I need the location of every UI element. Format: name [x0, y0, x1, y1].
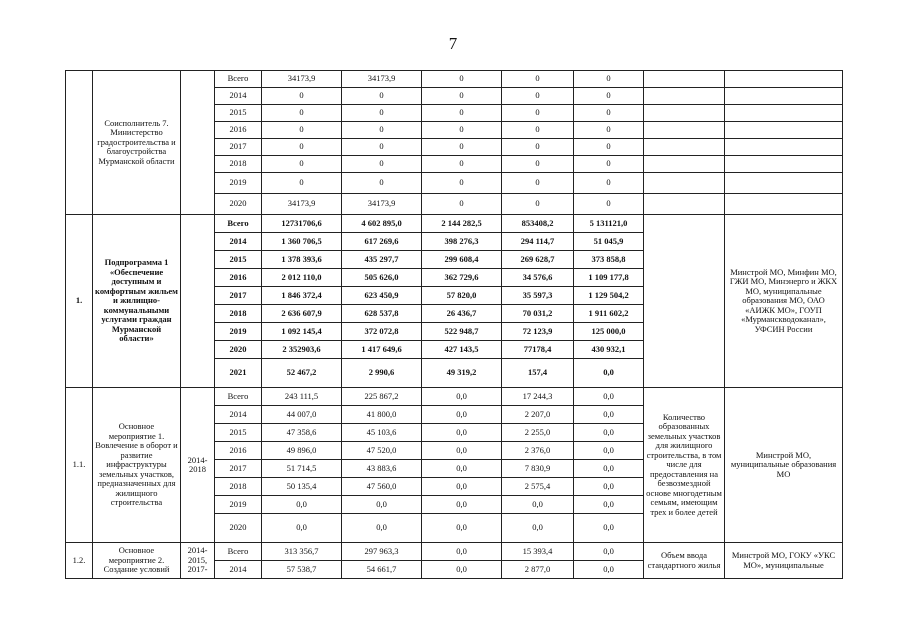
- value-cell: 47 358,6: [262, 424, 342, 442]
- indicator-cell: Количество образованных земельных участков для жилищного строительства, в том числе для предоставления на безвозмездной основе многодетным семьям, имеющим трех и более детей: [644, 388, 725, 543]
- year-cell: Всего: [215, 71, 262, 88]
- year-cell: 2014: [215, 406, 262, 424]
- value-cell: 2 144 282,5: [422, 215, 502, 233]
- value-cell: 0: [422, 156, 502, 173]
- value-cell: 1 360 706,5: [262, 233, 342, 251]
- value-cell: 15 393,4: [502, 543, 574, 561]
- year-cell: 2016: [215, 269, 262, 287]
- value-cell: 0: [502, 105, 574, 122]
- year-cell: 2020: [215, 341, 262, 359]
- table-row: [66, 215, 843, 233]
- value-cell: 0: [502, 139, 574, 156]
- value-cell: 0: [574, 122, 644, 139]
- table-row: [66, 388, 843, 406]
- value-cell: 372 072,8: [342, 323, 422, 341]
- value-cell: 294 114,7: [502, 233, 574, 251]
- value-cell: 0: [262, 105, 342, 122]
- value-cell: 269 628,7: [502, 251, 574, 269]
- page-number: 7: [448, 34, 458, 53]
- value-cell: 0,0: [502, 514, 574, 543]
- value-cell: 522 948,7: [422, 323, 502, 341]
- value-cell: 34173,9: [342, 194, 422, 215]
- measure-name: Основное мероприятие 2. Создание условий: [93, 543, 181, 579]
- value-cell: 0: [422, 139, 502, 156]
- value-cell: 0: [422, 71, 502, 88]
- value-cell: 0: [574, 194, 644, 215]
- year-cell: 2014: [215, 233, 262, 251]
- row-number: 1.1.: [66, 388, 93, 543]
- table-row: [66, 71, 843, 88]
- indicator-cell: [644, 215, 725, 388]
- value-cell: 1 846 372,4: [262, 287, 342, 305]
- value-cell: 2 255,0: [502, 424, 574, 442]
- year-cell: 2018: [215, 156, 262, 173]
- year-cell: 2019: [215, 323, 262, 341]
- value-cell: 2 877,0: [502, 561, 574, 579]
- value-cell: 12731706,6: [262, 215, 342, 233]
- year-cell: 2018: [215, 305, 262, 323]
- value-cell: 51 714,5: [262, 460, 342, 478]
- value-cell: 0: [574, 105, 644, 122]
- value-cell: 0,0: [422, 460, 502, 478]
- value-cell: 0,0: [342, 496, 422, 514]
- executor-cell: Минстрой МО, муниципальные образования МО: [725, 388, 843, 543]
- value-cell: 0: [574, 71, 644, 88]
- value-cell: 51 045,9: [574, 233, 644, 251]
- value-cell: 0,0: [574, 478, 644, 496]
- value-cell: 0,0: [422, 496, 502, 514]
- value-cell: 0: [262, 156, 342, 173]
- value-cell: 0: [422, 122, 502, 139]
- year-cell: 2014: [215, 88, 262, 105]
- value-cell: 0: [342, 88, 422, 105]
- value-cell: 0,0: [574, 388, 644, 406]
- value-cell: 505 626,0: [342, 269, 422, 287]
- year-cell: 2020: [215, 194, 262, 215]
- value-cell: 0: [574, 139, 644, 156]
- value-cell: 34173,9: [262, 71, 342, 88]
- year-cell: 2017: [215, 139, 262, 156]
- value-cell: 313 356,7: [262, 543, 342, 561]
- value-cell: 0: [502, 156, 574, 173]
- value-cell: 157,4: [502, 359, 574, 388]
- value-cell: 47 520,0: [342, 442, 422, 460]
- value-cell: 0,0: [422, 514, 502, 543]
- value-cell: 0: [502, 194, 574, 215]
- value-cell: 41 800,0: [342, 406, 422, 424]
- budget-table: [65, 70, 843, 579]
- value-cell: 0,0: [422, 561, 502, 579]
- value-cell: 34173,9: [262, 194, 342, 215]
- value-cell: 49 896,0: [262, 442, 342, 460]
- indicator-cell: [644, 156, 725, 173]
- value-cell: 0,0: [574, 424, 644, 442]
- year-cell: Всего: [215, 543, 262, 561]
- value-cell: 1 092 145,4: [262, 323, 342, 341]
- executor-cell: [725, 194, 843, 215]
- executor-cell: [725, 173, 843, 194]
- value-cell: 0,0: [422, 543, 502, 561]
- value-cell: 0,0: [422, 388, 502, 406]
- row-number: [66, 71, 93, 215]
- year-cell: 2019: [215, 496, 262, 514]
- value-cell: 0: [342, 173, 422, 194]
- value-cell: 0,0: [262, 514, 342, 543]
- year-cell: Всего: [215, 388, 262, 406]
- value-cell: 0: [574, 156, 644, 173]
- value-cell: 0: [502, 71, 574, 88]
- value-cell: 0,0: [574, 359, 644, 388]
- value-cell: 628 537,8: [342, 305, 422, 323]
- value-cell: 0,0: [574, 543, 644, 561]
- value-cell: 0,0: [422, 442, 502, 460]
- value-cell: 0: [502, 122, 574, 139]
- year-cell: 2014: [215, 561, 262, 579]
- value-cell: 0: [342, 139, 422, 156]
- value-cell: 0,0: [422, 406, 502, 424]
- indicator-cell: [644, 173, 725, 194]
- value-cell: 0: [342, 105, 422, 122]
- value-cell: 427 143,5: [422, 341, 502, 359]
- value-cell: 0: [502, 88, 574, 105]
- value-cell: 70 031,2: [502, 305, 574, 323]
- value-cell: 0: [342, 156, 422, 173]
- value-cell: 0,0: [502, 496, 574, 514]
- indicator-cell: [644, 194, 725, 215]
- value-cell: 49 319,2: [422, 359, 502, 388]
- value-cell: 0,0: [342, 514, 422, 543]
- value-cell: 47 560,0: [342, 478, 422, 496]
- year-cell: 2016: [215, 122, 262, 139]
- value-cell: 5 131121,0: [574, 215, 644, 233]
- value-cell: 7 830,9: [502, 460, 574, 478]
- value-cell: 243 111,5: [262, 388, 342, 406]
- value-cell: 0: [574, 173, 644, 194]
- year-cell: 2021: [215, 359, 262, 388]
- value-cell: 17 244,3: [502, 388, 574, 406]
- value-cell: 2 352903,6: [262, 341, 342, 359]
- value-cell: 617 269,6: [342, 233, 422, 251]
- executor-cell: [725, 71, 843, 88]
- value-cell: 2 012 110,0: [262, 269, 342, 287]
- executor-cell: [725, 139, 843, 156]
- value-cell: 0: [262, 122, 342, 139]
- value-cell: 0,0: [574, 561, 644, 579]
- value-cell: 853408,2: [502, 215, 574, 233]
- value-cell: 0,0: [422, 424, 502, 442]
- value-cell: 2 990,6: [342, 359, 422, 388]
- value-cell: 54 661,7: [342, 561, 422, 579]
- value-cell: 0: [422, 88, 502, 105]
- value-cell: 1 911 602,2: [574, 305, 644, 323]
- year-cell: 2017: [215, 287, 262, 305]
- value-cell: 50 135,4: [262, 478, 342, 496]
- value-cell: 225 867,2: [342, 388, 422, 406]
- value-cell: 623 450,9: [342, 287, 422, 305]
- executor-cell: [725, 105, 843, 122]
- value-cell: 52 467,2: [262, 359, 342, 388]
- period: [181, 215, 215, 388]
- executor-cell: Минстрой МО, Минфин МО, ГЖИ МО, Минэнерго и ЖКХ МО, муниципальные образования МО, ОАО «АИЖК МО», ГОУП «Мурманскводоканал», УФСИН России: [725, 215, 843, 388]
- value-cell: 0: [422, 194, 502, 215]
- value-cell: 0,0: [262, 496, 342, 514]
- value-cell: 0,0: [574, 514, 644, 543]
- indicator-cell: [644, 122, 725, 139]
- table-row: [66, 543, 843, 561]
- period: 2014-2015, 2017-: [181, 543, 215, 579]
- value-cell: 34173,9: [342, 71, 422, 88]
- indicator-cell: [644, 88, 725, 105]
- measure-name: Основное мероприятие 1. Вовлечение в оборот и развитие инфраструктуры земельных участков, предназначенных для жилищного строительства: [93, 388, 181, 543]
- value-cell: 0: [262, 173, 342, 194]
- value-cell: 43 883,6: [342, 460, 422, 478]
- value-cell: 398 276,3: [422, 233, 502, 251]
- measure-name: Подпрограмма 1 «Обеспечение доступным и комфортным жильем и жилищно-коммунальными услугами граждан Мурманской области»: [93, 215, 181, 388]
- period: 2014-2018: [181, 388, 215, 543]
- row-number: 1.: [66, 215, 93, 388]
- year-cell: 2015: [215, 105, 262, 122]
- value-cell: 125 000,0: [574, 323, 644, 341]
- value-cell: 26 436,7: [422, 305, 502, 323]
- value-cell: 0: [262, 139, 342, 156]
- year-cell: 2017: [215, 460, 262, 478]
- value-cell: 1 129 504,2: [574, 287, 644, 305]
- value-cell: 0: [262, 88, 342, 105]
- indicator-cell: Объем ввода стандартного жилья: [644, 543, 725, 579]
- value-cell: 57 820,0: [422, 287, 502, 305]
- year-cell: 2020: [215, 514, 262, 543]
- executor-cell: Минстрой МО, ГОКУ «УКС МО», муниципальные: [725, 543, 843, 579]
- value-cell: 35 597,3: [502, 287, 574, 305]
- value-cell: 1 378 393,6: [262, 251, 342, 269]
- value-cell: 2 636 607,9: [262, 305, 342, 323]
- year-cell: 2015: [215, 424, 262, 442]
- value-cell: 0: [502, 173, 574, 194]
- value-cell: 2 376,0: [502, 442, 574, 460]
- value-cell: 435 297,7: [342, 251, 422, 269]
- executor-cell: [725, 122, 843, 139]
- year-cell: 2018: [215, 478, 262, 496]
- value-cell: 0,0: [422, 478, 502, 496]
- value-cell: 57 538,7: [262, 561, 342, 579]
- value-cell: 1 109 177,8: [574, 269, 644, 287]
- value-cell: 0: [574, 88, 644, 105]
- value-cell: 0,0: [574, 442, 644, 460]
- value-cell: 297 963,3: [342, 543, 422, 561]
- indicator-cell: [644, 139, 725, 156]
- executor-cell: [725, 88, 843, 105]
- row-number: 1.2.: [66, 543, 93, 579]
- value-cell: 0: [422, 105, 502, 122]
- value-cell: 44 007,0: [262, 406, 342, 424]
- value-cell: 0: [422, 173, 502, 194]
- value-cell: 2 207,0: [502, 406, 574, 424]
- measure-name: Соисполнитель 7. Министерство градостроительства и благоустройства Мурманской области: [93, 71, 181, 215]
- value-cell: 362 729,6: [422, 269, 502, 287]
- value-cell: 77178,4: [502, 341, 574, 359]
- value-cell: 299 608,4: [422, 251, 502, 269]
- value-cell: 0,0: [574, 460, 644, 478]
- indicator-cell: [644, 105, 725, 122]
- period: [181, 71, 215, 215]
- value-cell: 1 417 649,6: [342, 341, 422, 359]
- value-cell: 72 123,9: [502, 323, 574, 341]
- year-cell: 2016: [215, 442, 262, 460]
- value-cell: 0,0: [574, 406, 644, 424]
- indicator-cell: [644, 71, 725, 88]
- year-cell: 2019: [215, 173, 262, 194]
- year-cell: 2015: [215, 251, 262, 269]
- value-cell: 373 858,8: [574, 251, 644, 269]
- value-cell: 0,0: [574, 496, 644, 514]
- value-cell: 4 602 895,0: [342, 215, 422, 233]
- value-cell: 0: [342, 122, 422, 139]
- value-cell: 2 575,4: [502, 478, 574, 496]
- value-cell: 34 576,6: [502, 269, 574, 287]
- value-cell: 430 932,1: [574, 341, 644, 359]
- executor-cell: [725, 156, 843, 173]
- value-cell: 45 103,6: [342, 424, 422, 442]
- year-cell: Всего: [215, 215, 262, 233]
